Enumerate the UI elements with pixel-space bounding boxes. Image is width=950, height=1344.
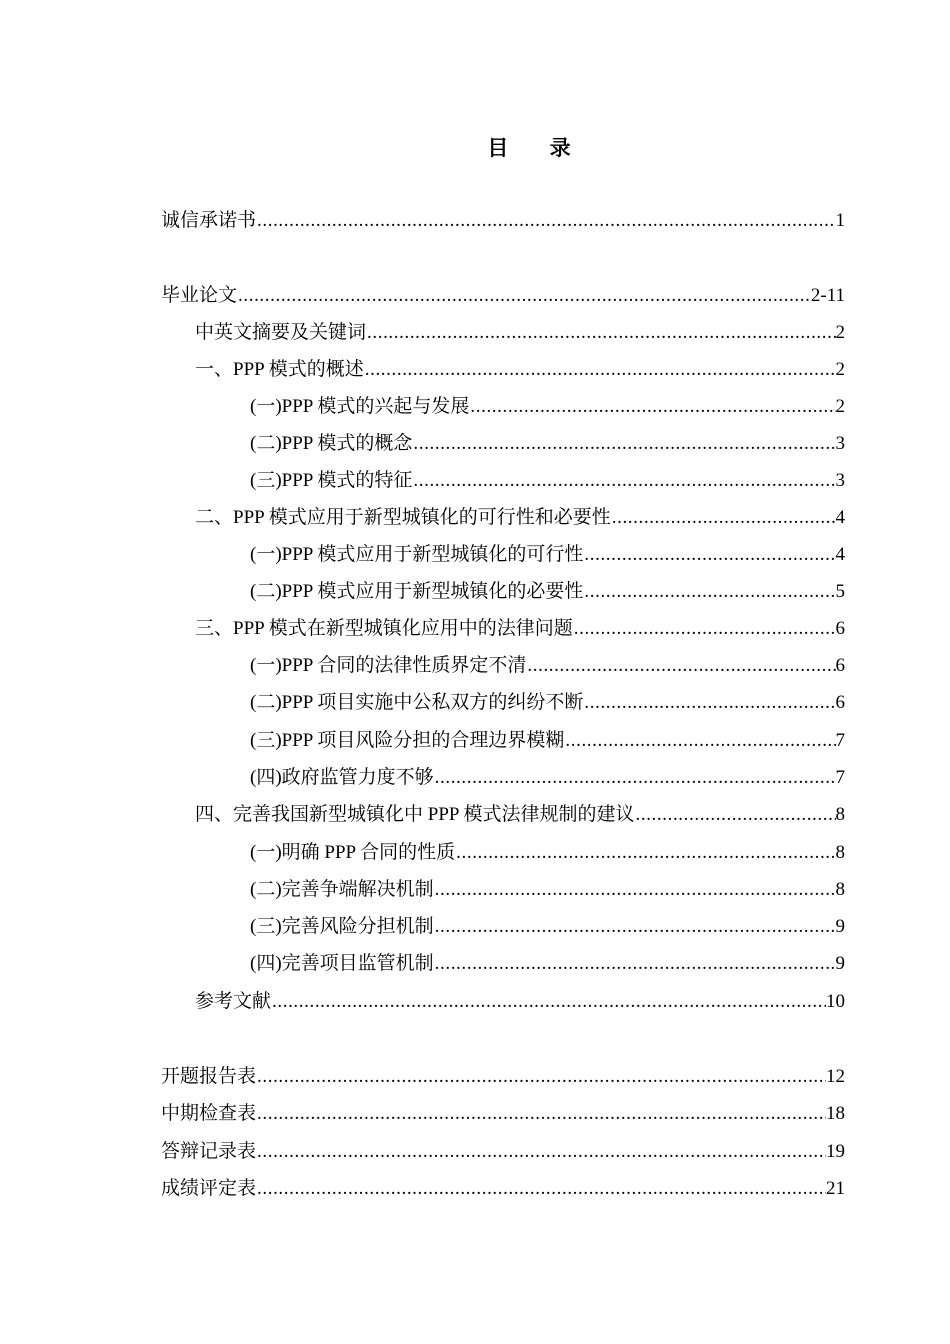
toc-leader-dots: [413, 431, 835, 457]
toc-leader-dots: [565, 728, 835, 754]
toc-leader-dots: [435, 877, 836, 903]
toc-entry-page: 21: [826, 1178, 845, 1199]
toc-entry-page: 3: [835, 470, 845, 491]
toc-entry-label: 参考文献: [195, 991, 272, 1012]
toc-leader-dots: [257, 208, 835, 234]
toc-entry-page: 6: [835, 618, 845, 639]
toc-entry-label: (四)完善项目监管机制: [250, 953, 434, 974]
toc-leader-dots: [584, 579, 835, 605]
toc-entry-label: (一)PPP 合同的法律性质界定不清: [250, 655, 527, 676]
toc-leader-dots: [574, 616, 836, 642]
toc-entry-page: 2: [835, 359, 845, 380]
toc-entry[interactable]: [195, 802, 845, 828]
toc-entry[interactable]: [250, 542, 845, 568]
toc-leader-dots: [470, 394, 835, 420]
toc-leader-dots: [257, 1064, 826, 1090]
toc-entry[interactable]: [161, 208, 845, 234]
toc-entry[interactable]: [195, 357, 845, 383]
toc-leader-dots: [584, 690, 835, 716]
toc-entry-page: 19: [826, 1141, 845, 1162]
toc-entry[interactable]: [250, 765, 845, 791]
page-title: 目 录: [487, 136, 589, 160]
toc-entry-label: 中英文摘要及关键词: [195, 322, 367, 343]
toc-leader-dots: [612, 505, 836, 531]
toc-entry-page: 18: [826, 1103, 845, 1124]
toc-entry-label: (三)PPP 项目风险分担的合理边界模糊: [250, 730, 565, 751]
toc-entry-label: 开题报告表: [161, 1066, 257, 1087]
toc-entry[interactable]: [250, 877, 845, 903]
toc-entry[interactable]: [250, 951, 845, 977]
toc-entry-label: (一)PPP 模式应用于新型城镇化的可行性: [250, 544, 584, 565]
toc-leader-dots: [238, 283, 811, 309]
toc-entry-label: (二)PPP 项目实施中公私双方的纠纷不断: [250, 692, 584, 713]
toc-entry[interactable]: [250, 431, 845, 457]
toc-entry[interactable]: [195, 505, 845, 531]
toc-entry-label: (一)PPP 模式的兴起与发展: [250, 396, 470, 417]
toc-entry-label: (三)PPP 模式的特征: [250, 470, 413, 491]
toc-entry-label: 四、完善我国新型城镇化中 PPP 模式法律规制的建议: [195, 804, 635, 825]
toc-entry-label: (二)PPP 模式的概念: [250, 433, 413, 454]
toc-entry-page: 8: [835, 804, 845, 825]
toc-entry[interactable]: [161, 1101, 845, 1127]
toc-entry-page: 4: [835, 544, 845, 565]
toc-entry-label: (三)完善风险分担机制: [250, 916, 434, 937]
toc-leader-dots: [413, 468, 835, 494]
toc-entry-label: (一)明确 PPP 合同的性质: [250, 842, 456, 863]
toc-entry-page: 7: [835, 767, 845, 788]
toc-entry-page: 9: [835, 916, 845, 937]
toc-leader-dots: [257, 1139, 826, 1165]
toc-entry-page: 6: [835, 692, 845, 713]
toc-entry[interactable]: [161, 1139, 845, 1165]
toc-leader-dots: [365, 357, 836, 383]
toc-entry-label: (四)政府监管力度不够: [250, 767, 434, 788]
toc-entry-page: 6: [835, 655, 845, 676]
toc-entry-page: 2: [835, 396, 845, 417]
toc-leader-dots: [367, 320, 835, 346]
toc-entry-label: (二)完善争端解决机制: [250, 879, 434, 900]
toc-leader-dots: [527, 653, 835, 679]
toc-entry[interactable]: [250, 653, 845, 679]
toc-entry-page: 12: [826, 1066, 845, 1087]
toc-leader-dots: [257, 1176, 826, 1202]
toc-entry-page: 7: [835, 730, 845, 751]
toc-entry[interactable]: [250, 840, 845, 866]
toc-entry-page: 2-11: [810, 285, 845, 306]
toc-leader-dots: [435, 765, 836, 791]
toc-entry-page: 5: [835, 581, 845, 602]
toc-entry[interactable]: [195, 320, 845, 346]
toc-entry[interactable]: [161, 283, 845, 309]
toc-entry[interactable]: [250, 690, 845, 716]
toc-leader-dots: [636, 802, 836, 828]
toc-entry-label: 成绩评定表: [161, 1178, 257, 1199]
toc-entry-label: 毕业论文: [161, 285, 238, 306]
toc-entry-label: (二)PPP 模式应用于新型城镇化的必要性: [250, 581, 584, 602]
toc-leader-dots: [435, 914, 836, 940]
toc-entry-page: 1: [835, 210, 845, 231]
toc-entry-page: 2: [835, 322, 845, 343]
toc-entry-label: 一、PPP 模式的概述: [195, 359, 364, 380]
toc-entry[interactable]: [195, 616, 845, 642]
toc-leader-dots: [456, 840, 835, 866]
toc-entry[interactable]: [250, 468, 845, 494]
toc-entry-label: 三、PPP 模式在新型城镇化应用中的法律问题: [195, 618, 573, 639]
toc-entry-label: 二、PPP 模式应用于新型城镇化的可行性和必要性: [195, 507, 611, 528]
toc-entry-page: 8: [835, 842, 845, 863]
toc-entry[interactable]: [250, 728, 845, 754]
toc-leader-dots: [272, 989, 826, 1015]
toc-leader-dots: [257, 1101, 826, 1127]
toc-entry[interactable]: [195, 989, 845, 1015]
toc-leader-dots: [584, 542, 835, 568]
toc-entry-label: 诚信承诺书: [161, 210, 257, 231]
toc-leader-dots: [435, 951, 836, 977]
toc-entry[interactable]: [250, 394, 845, 420]
toc-entry-page: 9: [835, 953, 845, 974]
toc-entry-page: 8: [835, 879, 845, 900]
toc-entry[interactable]: [161, 1176, 845, 1202]
toc-entry[interactable]: [161, 1064, 845, 1090]
toc-entry-label: 答辩记录表: [161, 1141, 257, 1162]
toc-entry[interactable]: [250, 914, 845, 940]
toc-entry-label: 中期检查表: [161, 1103, 257, 1124]
toc-entry[interactable]: [250, 579, 845, 605]
toc-entry-page: 3: [835, 433, 845, 454]
toc-entry-page: 4: [835, 507, 845, 528]
toc-entry-page: 10: [826, 991, 845, 1012]
